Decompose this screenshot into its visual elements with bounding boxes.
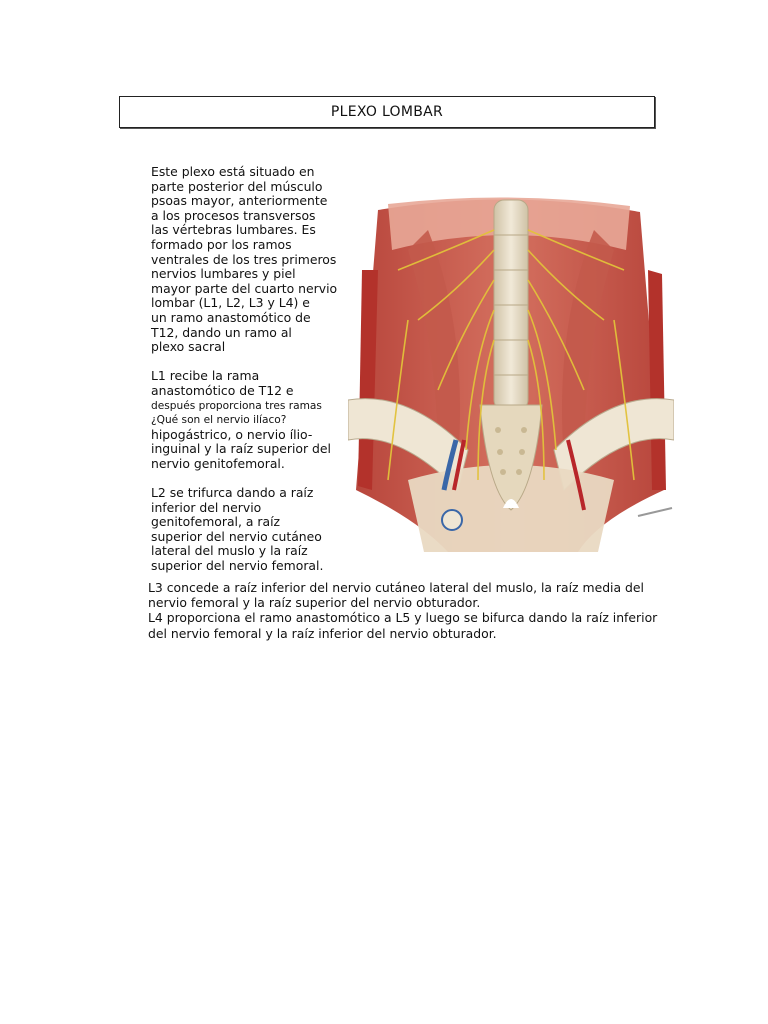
l2-line: inferior del nervio — [151, 499, 262, 515]
l2-line: superior del nervio cutáneo — [151, 528, 322, 544]
l1-line: L1 recibe la rama — [151, 368, 260, 384]
l2-line: lateral del muslo y la raíz — [151, 543, 308, 559]
lumbar-plexus-anatomy-illustration — [348, 190, 674, 552]
intro-line: psoas mayor, anteriormente — [151, 193, 328, 209]
full-width-text — [148, 580, 668, 641]
intro-line: un ramo anastomótico de — [151, 309, 311, 325]
anatomy-svg — [348, 190, 674, 552]
intro-line: a los procesos transversos — [151, 207, 316, 223]
l1-line: inguinal y la raíz superior del — [151, 441, 331, 457]
l4-paragraph: L4 proporciona el ramo anastomótico a L5 y luego se bifurca dando la raíz inferior del nervio femoral y la raíz inferior del nervio obturador. — [148, 610, 658, 641]
intro-line: plexo sacral — [151, 339, 226, 355]
l2-line: superior del nervio femoral. — [151, 558, 324, 574]
l1-line-small: después proporciona tres ramas — [151, 399, 322, 412]
intro-line: nervios lumbares y piel — [151, 266, 296, 282]
intro-line: parte posterior del músculo — [151, 178, 323, 194]
intro-line: las vértebras lumbares. Es — [151, 222, 316, 238]
intro-line: lombar (L1, L2, L3 y L4) e — [151, 295, 310, 311]
l3-paragraph: L3 concede a raíz inferior del nervio cutáneo lateral del muslo, la raíz media del nervio femoral y la raíz superior del nervio obturador. — [148, 580, 644, 611]
l1-line-small: ¿Qué son el nervio ilíaco? — [151, 414, 287, 427]
intro-line: mayor parte del cuarto nervio — [151, 280, 338, 296]
page-title: PLEXO LOMBAR — [330, 104, 444, 120]
intro-line: ventrales de los tres primeros — [151, 251, 337, 267]
intro-line: formado por los ramos — [151, 236, 292, 252]
left-text-column — [151, 165, 341, 574]
l1-line: nervio genitofemoral. — [151, 455, 285, 471]
l1-line: anastomótico de T12 e — [151, 382, 294, 398]
title-box — [119, 96, 655, 128]
l2-line: L2 se trifurca dando a raíz — [151, 485, 314, 501]
l1-line: hipogástrico, o nervio ílio- — [151, 426, 313, 442]
l2-line: genitofemoral, a raíz — [151, 514, 281, 530]
intro-line: T12, dando un ramo al — [151, 324, 292, 340]
intro-line: Este plexo está situado en — [151, 164, 315, 179]
